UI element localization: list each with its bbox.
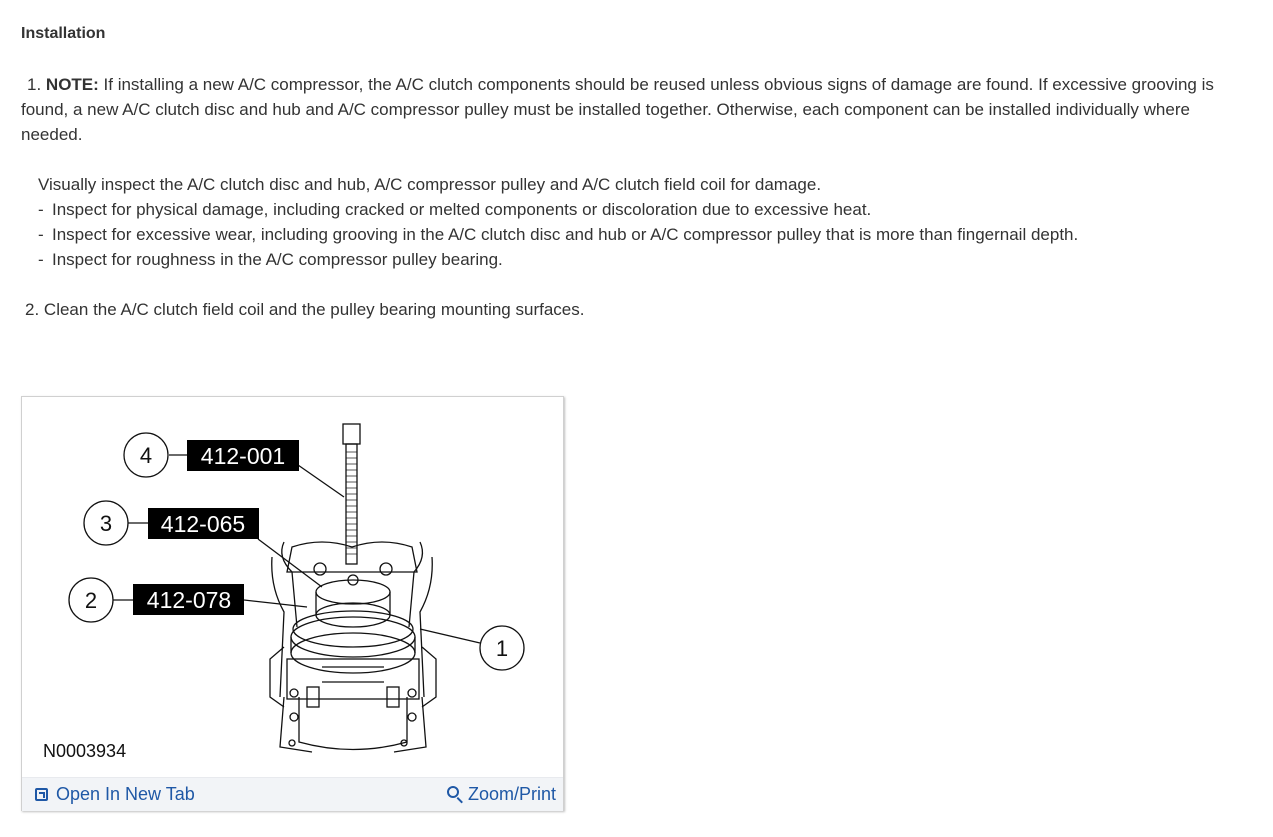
inspect-intro: Visually inspect the A/C clutch disc and hub, A/C compressor pulley and A/C clutch field coil for damage. [38,175,822,194]
list-item: - Inspect for roughness in the A/C compressor pulley bearing. [38,250,503,269]
callout-number: 2 [84,588,98,613]
tool-label: 412-065 [160,511,246,537]
callout-number: 1 [495,636,509,661]
step-2 [21,297,584,322]
callout-number: 4 [139,443,153,468]
step-1 [21,72,1221,147]
zoom-print-label: Zoom/Print [467,784,556,804]
callout-number: 3 [99,511,113,536]
figure-code: N0003934 [43,741,127,761]
magnifier-icon [447,786,459,798]
bullet-text: Inspect for excessive wear, including grooving in the A/C clutch disc and hub or A/C compressor pulley that is more than fingernail depth. [52,225,1079,244]
list-item: - Inspect for excessive wear, including grooving in the A/C clutch disc and hub or A/C compressor pulley that is more than fingernail depth. [38,225,1079,244]
step-2-text: Clean the A/C clutch field coil and the pulley bearing mounting surfaces. [43,300,585,319]
zoom-print-link[interactable] [447,784,556,805]
illustration-figure [21,396,564,811]
tool-label: 412-078 [146,587,232,613]
step-1-number: 1. [27,75,42,94]
note-label: NOTE: [45,75,99,94]
puller-illustration [22,397,563,777]
step-2-number: 2. [25,300,40,319]
tool-label: 412-001 [200,443,286,469]
bullet-text: Inspect for physical damage, including cracked or melted components or discoloration due to excessive heat. [52,200,872,219]
open-new-tab-icon [35,788,48,801]
inspection-list [38,172,1078,272]
section-heading: Installation [21,25,106,42]
list-item: - Inspect for physical damage, including cracked or melted components or discoloration due to excessive heat. [38,200,872,219]
open-in-new-tab-label: Open In New Tab [56,784,195,804]
open-in-new-tab-link[interactable] [35,784,195,805]
figure-toolbar [22,777,563,811]
bullet-text: Inspect for roughness in the A/C compressor pulley bearing. [52,250,503,269]
note-text: If installing a new A/C compressor, the A/C clutch components should be reused unless obvious signs of damage are found. If excessive grooving is found, a new A/C clutch disc and hub and A/C compressor pulley must be installed together. Otherwise, each component can be installed individually where needed. [21,75,1214,144]
